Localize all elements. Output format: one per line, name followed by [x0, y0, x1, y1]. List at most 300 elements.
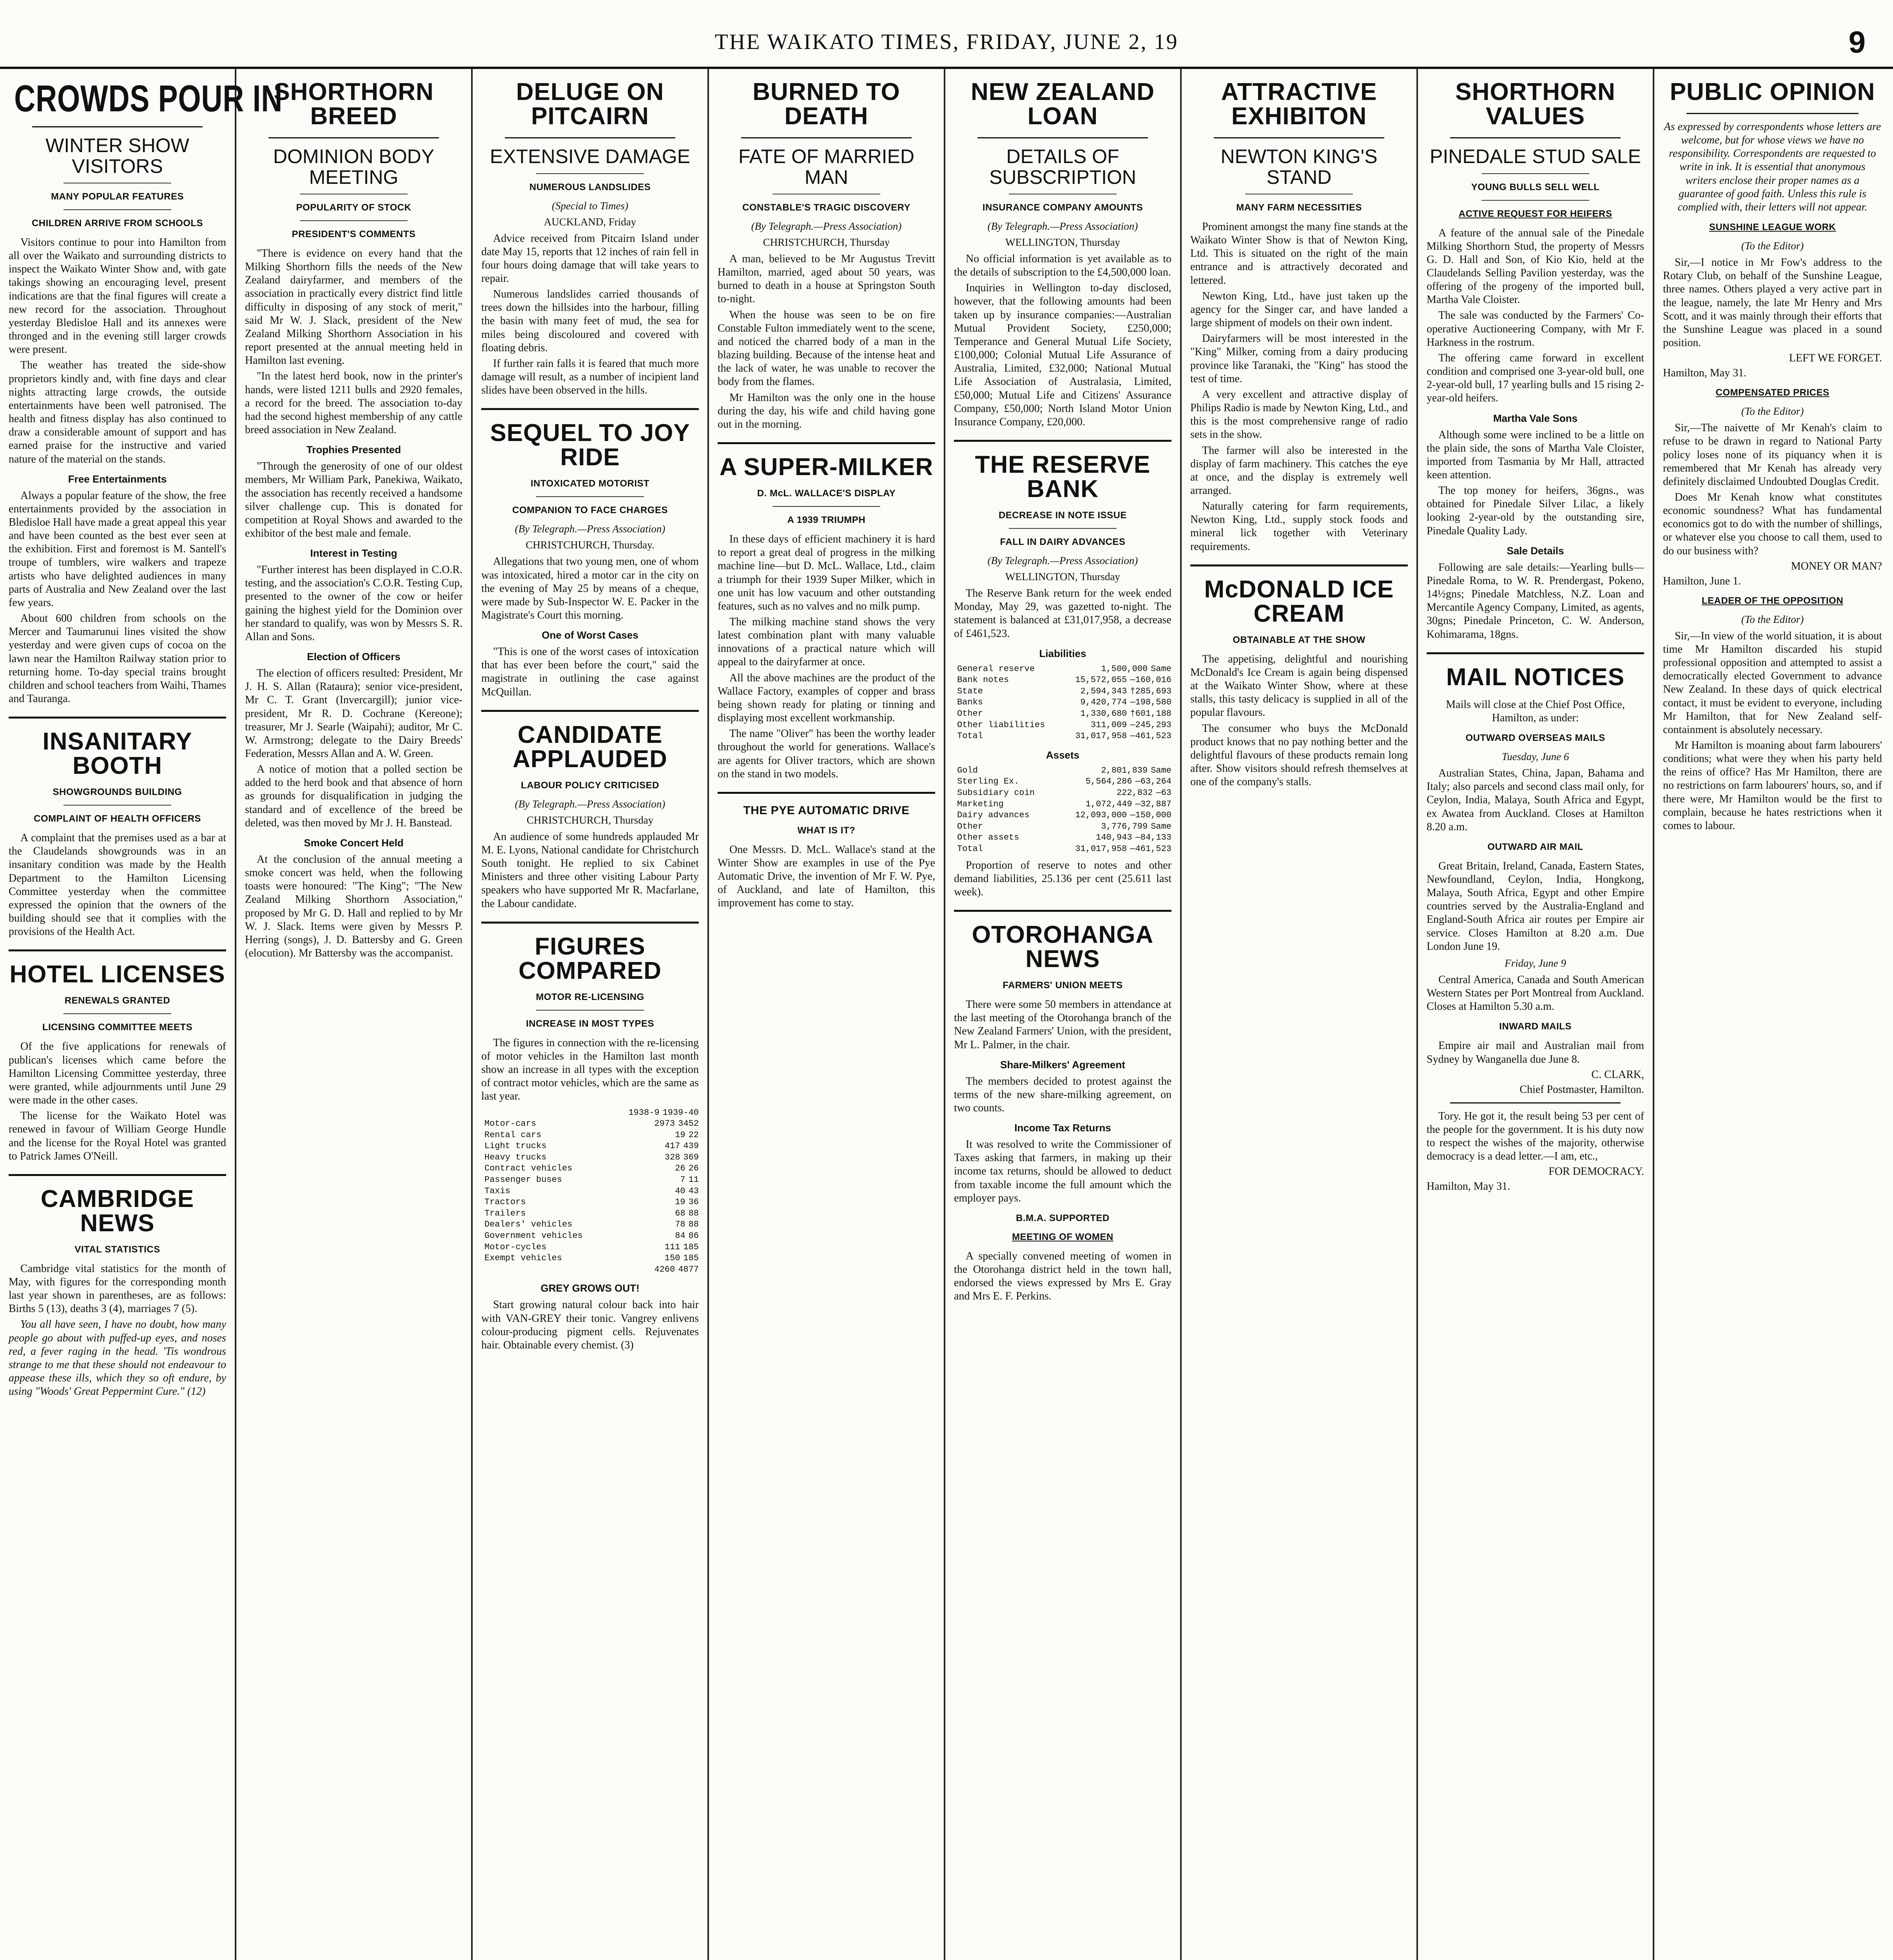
- divider: [536, 173, 644, 174]
- letter-paragraph: Mr Hamilton is moaning about farm labourers' conditions; what were they when his party held the reins of office? Has Mr Hamilton, there are no restrictions on farm labourers' hours, so, and if there were, Mr Hamilton would be the first to complain, because he hates restrictions when it comes to labour.: [1663, 739, 1882, 832]
- letter-heading: LEADER OF THE OPPOSITION: [1701, 595, 1844, 606]
- article-paragraph: An audience of some hundreds applauded Mr M. E. Lyons, National candidate for Christchurch South tonight. He replied to six Cabinet Ministers and three other visiting Labour Party speakers who have supported Mr R. Macfarlane, the Labour candidate.: [481, 830, 699, 910]
- article-paragraph: The name "Oliver" has been the worthy leader throughout the world for generations. Wallace's are agents for Oliver tractors, which are shown on the stand in two models.: [718, 728, 935, 780]
- article-paragraph: In these days of efficient machinery it is hard to report a great deal of progress in the milking machine line—but D. McL. Wallace, Ltd., claim a triumph for their 1939 Super Milker, which in one unit has low vacuum and other outstanding features, such as no valves and no milk pump.: [718, 533, 935, 612]
- table-cell: 2973: [654, 1119, 675, 1129]
- article-paragraph: A notice of motion that a polled section be added to the herd book and that absence of horn as grounds for disqualification in judging the standard and of excellence of the breed be deleted, was then moved by Mr J. H. Banstead.: [245, 763, 462, 829]
- article-mail-notices: [1427, 652, 1644, 1193]
- table-cell: 3,776,799: [1101, 821, 1148, 831]
- article-paragraph: Advice received from Pitcairn Island under date May 15, reports that 12 inches of rain fell in four hours doing damage that will take years to repair.: [481, 232, 699, 285]
- table-cell: 88: [688, 1208, 699, 1218]
- table-cell: —198,580: [1130, 697, 1171, 708]
- table-cell: 19: [675, 1130, 685, 1140]
- divider: [63, 805, 171, 806]
- deck: INCREASE IN MOST TYPES: [526, 1018, 655, 1029]
- headline-attractive-exhibiton: ATTRACTIVE EXHIBITON: [1221, 78, 1377, 130]
- table-cell: Exempt vehicles: [484, 1253, 562, 1263]
- divider: [741, 137, 912, 138]
- table-row: [954, 686, 1171, 697]
- table-row: [481, 1230, 699, 1242]
- column-8: [1654, 69, 1891, 1960]
- table-cell: 140,943: [1096, 833, 1132, 843]
- section-subheading: Martha Vale Sons: [1493, 412, 1578, 424]
- deck: INWARD MAILS: [1499, 1021, 1572, 1032]
- dateline-place: CHRISTCHURCH, Thursday: [763, 236, 890, 248]
- table-cell: [484, 1107, 625, 1119]
- letter-heading: COMPENSATED PRICES: [1715, 387, 1830, 398]
- divider: [1481, 200, 1589, 201]
- table-row: [954, 675, 1171, 686]
- table-cell: 31,017,958: [1075, 844, 1127, 854]
- table-row: [954, 765, 1171, 777]
- table-cell: [484, 1264, 651, 1276]
- section-subheading: Income Tax Returns: [1014, 1122, 1111, 1134]
- headline-new-zealand-loan: NEW ZEALAND LOAN: [970, 78, 1155, 130]
- deck: SHOWGROUNDS BUILDING: [53, 787, 182, 798]
- letter-place: Hamilton, June 1.: [1663, 575, 1741, 587]
- letter-place: Hamilton, May 31.: [1663, 367, 1747, 379]
- table-cell: —160,016: [1130, 675, 1171, 685]
- table-body: [481, 1118, 699, 1264]
- table-cell: 369: [683, 1152, 699, 1162]
- table-row: [954, 788, 1171, 799]
- section-subheading: Smoke Concert Held: [304, 837, 404, 849]
- article-paragraph: Allegations that two young men, one of whom was intoxicated, hired a motor car in the city on the evening of May 25 by means of a cheque, were made by Sub-Inspector W. E. Packer in the Magistrate's Court this morning.: [481, 555, 699, 621]
- article-paragraph: Visitors continue to pour into Hamilton from all over the Waikato and surrounding districts to inspect the Waikato Winter Show and, with gate takings showing an encouraging level, present indications are that the final figures will create a new record for the association. Throughout yesterday Bledisloe Hall and its annexes were thronged and in the evening still larger crowds were present.: [9, 236, 226, 356]
- article-paragraph: A complaint that the premises used as a bar at the Claudelands showgrounds was in an insanitary condition was made by the Health Department to the Hamilton Licensing Committee yesterday when the committee expressed the opinion that the owners of the building should see that it complies with the provisions of the Health Act.: [9, 832, 226, 938]
- table-cell: Other: [957, 709, 983, 719]
- subheadline: NEWTON KING'S STAND: [1220, 145, 1378, 188]
- column-5: [945, 69, 1182, 1960]
- assets-table: [954, 765, 1171, 855]
- table-row: [481, 1253, 699, 1264]
- subheadline: DETAILS OF SUBSCRIPTION: [989, 145, 1137, 188]
- table-cell: Rental cars: [484, 1130, 542, 1140]
- table-total-row: [954, 731, 1171, 742]
- table-row: [954, 697, 1171, 708]
- table-cell: 15,572,055: [1075, 675, 1127, 685]
- article-pye-automatic-drive: [718, 792, 935, 910]
- article-paragraph: One Messrs. D. McL. Wallace's stand at the Winter Show are examples in use of the Pye Automatic Drive, the invention of Mr F. W. Pye, of Auckland, and late of Hamilton, this improvement has come to stay.: [718, 843, 935, 909]
- letter-signature: LEFT WE FORGET.: [1789, 352, 1882, 365]
- section-subheading: One of Worst Cases: [542, 629, 638, 641]
- deck: VITAL STATISTICS: [74, 1244, 160, 1255]
- table-cell: 19: [675, 1197, 685, 1207]
- to-the-editor: (To the Editor): [1741, 405, 1804, 417]
- table-cell: 1939-40: [662, 1107, 699, 1118]
- article-paragraph: Dairyfarmers will be most interested in the "King" Milker, coming from a dairy producing province like Taranaki, the "King" has stood the test of time.: [1190, 332, 1408, 385]
- table-cell: 1,330,680: [1080, 709, 1127, 719]
- headline-burned-to-death: BURNED TO DEATH: [752, 78, 900, 130]
- to-the-editor: (To the Editor): [1741, 613, 1804, 625]
- table-cell: 26: [675, 1163, 685, 1174]
- section-subheading: Share-Milkers' Agreement: [1000, 1058, 1125, 1071]
- table-row: [481, 1130, 699, 1141]
- article-paragraph: Inquiries in Wellington to-day disclosed, however, that the following amounts had been taken up by insurance companies:—Australian Mutual Provident Society, £250,000; Temperance and General Mutual Life Society, £100,000; Colonial Mutual Life Assurance of Australia, Limited, £32,000; National Mutual Life Association of Australasia, Limited, £50,000; Mutual Life and Citizens' Assurance Company, £50,000; North Island Motor Union Insurance Company, £20,000.: [954, 282, 1171, 428]
- table-row: [481, 1197, 699, 1208]
- table-cell: Sterling Ex.: [957, 777, 1019, 787]
- table-cell: 86: [688, 1231, 699, 1241]
- table-row: [481, 1208, 699, 1220]
- table-cell: 2,594,343: [1080, 686, 1127, 696]
- table-cell: Motor-cars: [484, 1119, 537, 1129]
- column-3: [473, 69, 709, 1960]
- table-cell: 1,500,000: [1101, 664, 1148, 674]
- section-subheading: Free Entertainments: [68, 473, 167, 485]
- table-row: [481, 1163, 699, 1174]
- table-cell: 43: [688, 1186, 699, 1196]
- table-cell: †601,188: [1130, 709, 1171, 719]
- article-paragraph: A specially convened meeting of women in the Otorohanga district held in the town hall, endorsed the views expressed by Mrs E. Gray and Mrs E. F. Perkins.: [954, 1250, 1171, 1303]
- headline-deluge-on-pitcairn: DELUGE ON PITCAIRN: [516, 78, 664, 130]
- table-cell: Marketing: [957, 799, 1004, 809]
- signature: FOR DEMOCRACY.: [1548, 1165, 1644, 1178]
- table-row: [954, 821, 1171, 833]
- table-cell: Motor-cycles: [484, 1242, 547, 1252]
- article-paragraph: About 600 children from schools on the Mercer and Taumarunui lines visited the show yesterday and were given cups of cocoa on the lawn near the Hamilton Railway station prior to returning home. To-day special trains brought children and school teachers from Waihi, Thames and Tauranga.: [9, 612, 226, 705]
- table-body: [954, 664, 1171, 731]
- table-cell: Same: [1151, 821, 1171, 831]
- deck: NUMEROUS LANDSLIDES: [529, 181, 651, 192]
- table-row: [481, 1219, 699, 1230]
- article-hotel-licenses: [9, 949, 226, 1163]
- page-columns: [0, 69, 1893, 1960]
- table-cell: —461,523: [1130, 731, 1171, 741]
- table-cell: —63: [1156, 788, 1171, 798]
- article-paragraph: The milking machine stand shows the very latest combination plant with many valuable innovations of a practical nature which will appeal to the dairyfarmer at once.: [718, 615, 935, 668]
- dateline-source: (By Telegraph.—Press Association): [515, 798, 665, 810]
- table-cell: 111: [664, 1242, 680, 1252]
- article-figures-compared: [481, 922, 699, 1352]
- table-cell: 88: [688, 1220, 699, 1230]
- table-cell: Total: [957, 844, 983, 854]
- dateline-place: WELLINGTON, Thursday: [1005, 571, 1120, 583]
- table-cell: 7: [680, 1175, 685, 1185]
- headline: A SUPER-MILKER: [719, 454, 934, 481]
- table-row: [954, 720, 1171, 731]
- article-paragraph: "Through the generosity of one of our oldest members, Mr William Park, Panekiwa, Waikato, the association has recently received a handsome silver challenge cup. This is donated for competition at Royal Shows and awarded to the exhibitor of the best male and female.: [245, 460, 462, 539]
- table-row: [481, 1141, 699, 1152]
- table-cell: Dairy advances: [957, 810, 1030, 820]
- subheadline: DOMINION BODY MEETING: [273, 145, 435, 188]
- divider: [1450, 1102, 1621, 1103]
- table-cell: 84: [675, 1231, 685, 1241]
- dateline-place: CHRISTCHURCH, Thursday: [526, 814, 654, 826]
- article-paragraph: The top money for heifers, 36gns., was obtained for Pinedale Silver Lilac, a likely looking 2-year-old by the outstanding sire, Pinedale Quality Lady.: [1427, 485, 1644, 537]
- article-paragraph: A man, believed to be Mr Augustus Trevitt Hamilton, married, aged about 50 years, was burned to death in a house at Springston South to-night.: [718, 253, 935, 305]
- table-cell: 4877: [678, 1264, 699, 1274]
- table-cell: 5,564,286: [1085, 777, 1132, 787]
- letter-paragraph: Sir,—I notice in Mr Fow's address to the Rotary Club, on behalf of the Sunshine League, three names. Others played a very active part in the league, namely, the late Mr Henry and Mrs Scott, and it was mainly through their efforts that the Sunshine League was placed in a sound position.: [1663, 256, 1882, 349]
- article-paragraph: Great Britain, Ireland, Canada, Eastern States, Newfoundland, Ceylon, India, Hongkong, Malaya, South Africa, Egypt and other Empire countries served by the Australia-England and England-South Africa air routes per Empire air service. Closes Hamilton at 8.20 a.m. Due London June 19.: [1427, 860, 1644, 953]
- article-paragraph: The consumer who buys the McDonald product knows that no pay nothing better and the delightful flavours of these products remain long after. Show visitors should refresh themselves at one of the company's stalls.: [1190, 722, 1408, 788]
- table-cell: 12,093,000: [1075, 810, 1127, 820]
- article-paragraph: Proportion of reserve to notes and other demand liabilities, 25.136 per cent (25.611 last week).: [954, 859, 1171, 898]
- article-paragraph: Always a popular feature of the show, the free entertainments provided by the association in Bledisloe Hall have made a great appeal this year and have been counted as the best ever seen at the exhibition. First and foremost is M. Santell's troupe of tumblers, wire walkers and trapeze artists who have delighted audiences in many parts of Australia and New Zealand over the last few years.: [9, 489, 226, 609]
- article-paragraph: Newton King, Ltd., have just taken up the agency for the Singer car, and have landed a large shipment of models on their own indent.: [1190, 290, 1408, 329]
- advertisement-heading: GREY GROWS OUT!: [540, 1282, 640, 1294]
- deck: MEETING OF WOMEN: [1012, 1231, 1113, 1242]
- table-cell: 185: [683, 1242, 699, 1252]
- deck: ACTIVE REQUEST FOR HEIFERS: [1458, 208, 1612, 219]
- table-row: [481, 1186, 699, 1197]
- mail-date: Friday, June 9: [1505, 957, 1566, 969]
- to-the-editor: (To the Editor): [1741, 240, 1804, 252]
- table-cell: Tractors: [484, 1197, 526, 1207]
- article-paragraph: The members decided to protest against the terms of the new share-milking agreement, on two counts.: [954, 1075, 1171, 1114]
- table-row: [954, 810, 1171, 821]
- table-cell: Contract vehicles: [484, 1163, 573, 1174]
- dateline-source: (By Telegraph.—Press Association): [987, 555, 1138, 567]
- table-cell: Gold: [957, 765, 978, 775]
- divider: [977, 137, 1148, 138]
- article-reserve-bank: [954, 440, 1171, 899]
- signature-title: Chief Postmaster, Hamilton.: [1519, 1083, 1644, 1096]
- headline: INSANITARY BOOTH: [42, 728, 192, 780]
- dateline-source: (By Telegraph.—Press Association): [751, 220, 902, 232]
- deck: YOUNG BULLS SELL WELL: [1471, 181, 1600, 192]
- deck: MANY POPULAR FEATURES: [51, 191, 184, 202]
- table-cell: 22: [688, 1130, 699, 1140]
- divider: [505, 137, 675, 138]
- deck: WHAT IS IT?: [797, 825, 856, 836]
- table-cell: 439: [683, 1141, 699, 1151]
- article-paragraph: Australian States, China, Japan, Bahama and Italy; also parcels and second class mail only, for Ceylon, India, Malaya, South Africa and Egypt, ex Awatea from Auckland. Closes at Hamilton 8.20 a.m.: [1427, 767, 1644, 833]
- article-paragraph: "In the latest herd book, now in the printer's hands, were listed 1211 bulls and 2920 females, a record for the breed. The association to-day had the second highest membership of any cattle breed association in New Zealand.: [245, 370, 462, 436]
- liabilities-table: [954, 664, 1171, 742]
- table-row: [481, 1174, 699, 1186]
- article-sequel-to-joy-ride: [481, 408, 699, 699]
- deck: COMPLAINT OF HEALTH OFFICERS: [34, 813, 201, 824]
- table-cell: 11: [688, 1175, 699, 1185]
- section-subheading: Trophies Presented: [306, 444, 401, 456]
- article-paragraph: Although some were inclined to be a little on the plain side, the sons of Martha Vale Cloister, imported from Tasmania by Mr Hall, attracted keen attention.: [1427, 428, 1644, 481]
- article-cambridge-news: [9, 1174, 226, 1399]
- article-paragraph: The license for the Waikato Hotel was renewed in favour of William George Hundle and the license for the Royal Hotel was granted to Patrick James O'Neill.: [9, 1110, 226, 1162]
- divider: [1686, 113, 1859, 114]
- divider: [772, 506, 880, 507]
- headline: THE RESERVE BANK: [975, 451, 1151, 503]
- article-paragraph: The appetising, delightful and nourishing McDonald's Ice Cream is again being dispensed at the Waikato Winter Show, where at these stalls, this tasty delicacy is supplied in all of the popular flavours.: [1190, 653, 1408, 719]
- deck: D. McL. WALLACE'S DISPLAY: [757, 488, 896, 499]
- table-cell: Total: [957, 731, 983, 741]
- headline-crowds-pour-in: CROWDS POUR IN: [14, 78, 283, 120]
- subheadline: EXTENSIVE DAMAGE: [490, 145, 691, 167]
- headline: SEQUEL TO JOY RIDE: [490, 419, 690, 471]
- subheadline: FATE OF MARRIED MAN: [738, 145, 915, 188]
- table-cell: 311,009: [1090, 720, 1127, 730]
- article-paragraph: Empire air mail and Australian mail from Sydney by Wanganella due June 8.: [1427, 1040, 1644, 1065]
- table-cell: 417: [664, 1141, 680, 1151]
- deck: B.M.A. SUPPORTED: [1016, 1212, 1110, 1223]
- column-2: [236, 69, 473, 1960]
- table-cell: Same: [1151, 664, 1171, 674]
- headline-shorthorn-breed: SHORTHORN BREED: [274, 78, 434, 130]
- article-paragraph: If further rain falls it is feared that much more damage will result, as a number of incipient land slides have been observed in the hills.: [481, 357, 699, 397]
- letter-place: Hamilton, May 31.: [1427, 1180, 1510, 1193]
- deck: FARMERS' UNION MEETS: [1003, 980, 1123, 991]
- article-paragraph: "This is one of the worst cases of intoxication that has ever been before the court," said the magistrate in outlining the case against McQuillan.: [481, 646, 699, 698]
- table-cell: 1938-9: [628, 1107, 660, 1118]
- divider: [1481, 173, 1589, 174]
- article-mcdonald-ice-cream: [1190, 564, 1408, 789]
- table-cell: 150: [664, 1253, 680, 1263]
- table-cell: 3452: [678, 1119, 699, 1129]
- dateline-source: (By Telegraph.—Press Association): [515, 523, 665, 535]
- editorial-note: As expressed by correspondents whose letters are welcome, but for whose views we have no responsibility. Correspondents are requested to write in ink. It is essential that anonymous writers enclose their proper names as a guarantee of good faith. Unless this rule is complied with, their letters will not appear.: [1664, 121, 1881, 213]
- subheadline: WINTER SHOW VISITORS: [45, 134, 189, 177]
- table-row: [954, 708, 1171, 720]
- article-paragraph: The Reserve Bank return for the week ended Monday, May 29, was gazetted to-night. The statement is balanced at £31,017,958, a decrease of £461,523.: [954, 587, 1171, 640]
- divider: [536, 1010, 644, 1011]
- letter-paragraph: Does Mr Kenah know what constitutes economic soundness? What has fundamental economics got to do with the number of shillings, or whatever else you choose to call them, used to do our business with?: [1663, 491, 1882, 557]
- table-cell: 185: [683, 1253, 699, 1263]
- section-subheading: Interest in Testing: [310, 547, 397, 559]
- table-row: [954, 776, 1171, 788]
- article-paragraph: All the above machines are the product of the Wallace Factory, examples of copper and brass being shown ready for plating or tinning and displaying most excellent workmanship.: [718, 671, 935, 724]
- table-cell: Same: [1151, 765, 1171, 775]
- deck: CONSTABLE'S TRAGIC DISCOVERY: [742, 202, 911, 213]
- deck: INTOXICATED MOTORIST: [530, 478, 650, 489]
- article-paragraph: It was resolved to write the Commissioner of Taxes asking that farmers, in making up their income tax returns, should be allowed to deduct from taxable income the full amount which the employer pays.: [954, 1138, 1171, 1204]
- divider: [536, 496, 644, 497]
- article-paragraph: Mails will close at the Chief Post Office, Hamilton, as under:: [1446, 698, 1625, 724]
- table-cell: 68: [675, 1208, 685, 1218]
- page-number: 9: [1848, 25, 1866, 59]
- deck: LABOUR POLICY CRITICISED: [521, 780, 659, 791]
- table-cell: Dealers' vehicles: [484, 1220, 573, 1230]
- table-cell: 36: [688, 1197, 699, 1207]
- column-1: [0, 69, 283, 1960]
- table-cell: 9,420,774: [1080, 697, 1127, 708]
- article-paragraph: A very excellent and attractive display of Philips Radio is made by Newton King, Ltd., and this is the most comprehensive range of radio sets in the show.: [1190, 388, 1408, 441]
- article-paragraph: The farmer will also be interested in the display of farm machinery. This catches the eye at once, and the display is extremely well arranged.: [1190, 444, 1408, 497]
- section-subheading: Election of Officers: [307, 651, 401, 663]
- article-paragraph: The figures in connection with the re-licensing of motor vehicles in the Hamilton last month show an increase in all types with the exception of contract motor vehicles, which are the same as last year.: [481, 1036, 699, 1103]
- article-candidate-applauded: [481, 710, 699, 911]
- table-cell: †285,693: [1130, 686, 1171, 696]
- deck: OBTAINABLE AT THE SHOW: [1233, 634, 1365, 645]
- deck: INSURANCE COMPANY AMOUNTS: [982, 202, 1143, 213]
- table-cell: 4260: [654, 1264, 675, 1274]
- headline: CAMBRIDGE NEWS: [40, 1185, 194, 1237]
- table-row: [954, 832, 1171, 844]
- article-paragraph: No official information is yet available as to the details of subscription to the £4,500,000 loan.: [954, 253, 1171, 279]
- article-paragraph: At the conclusion of the annual meeting a smoke concert was held, when the following toasts were honoured: "The King"; "The New Zealand Milking Shorthorn Association," proposed by Mr G. D. Hall and replied to by Mr W. J. Slack. Items were given by Messrs P. Herring (songs), J. D. Battersby and G. Green (elocution). Mr Battersby was the accompanist.: [245, 853, 462, 960]
- article-paragraph: Cambridge vital statistics for the month of May, with figures for the corresponding month last year shown in parentheses, are as follows: Births 5 (13), deaths 3 (4), marriages 7 (5).: [9, 1262, 226, 1315]
- table-header: [481, 1107, 699, 1119]
- dateline-place: WELLINGTON, Thursday: [1005, 236, 1120, 248]
- table-cell: —84,133: [1135, 833, 1171, 843]
- article-paragraph: Tory. He got it, the result being 53 per cent of the people for the government. It is his duty now to respect the wishes of the majority, otherwise democracy is a dead letter.—I am, etc.,: [1427, 1110, 1644, 1163]
- column-6: [1182, 69, 1418, 1960]
- deck: MANY FARM NECESSITIES: [1236, 202, 1362, 213]
- table-cell: 40: [675, 1186, 685, 1196]
- article-paragraph: Of the five applications for renewals of publican's licenses which came before the Hamilton Licensing Committee yesterday, three were granted, while adjournments until June 29 were made in the other cases.: [9, 1040, 226, 1107]
- table-cell: 26: [688, 1163, 699, 1174]
- deck: A 1939 TRIUMPH: [787, 515, 866, 526]
- table-cell: Light trucks: [484, 1141, 547, 1151]
- table-total-row: [954, 844, 1171, 855]
- table-cell: 328: [664, 1152, 680, 1162]
- dateline-source: (Special to Times): [552, 200, 628, 212]
- newspaper-dateline: THE WAIKATO TIMES, FRIDAY, JUNE 2, 19: [714, 30, 1179, 54]
- column-4: [709, 69, 945, 1960]
- headline: MAIL NOTICES: [1446, 663, 1625, 691]
- table-row: [954, 664, 1171, 675]
- table-row: [954, 799, 1171, 810]
- article-otorohanga-news: [954, 910, 1171, 1303]
- headline: McDONALD ICE CREAM: [1204, 575, 1394, 627]
- deck: RENEWALS GRANTED: [64, 995, 170, 1006]
- table-cell: Bank notes: [957, 675, 1009, 685]
- table-cell: 31,017,958: [1075, 731, 1127, 741]
- masthead: [0, 0, 1893, 69]
- table-cell: Heavy trucks: [484, 1152, 547, 1162]
- dateline-source: (By Telegraph.—Press Association): [987, 220, 1138, 232]
- letter-paragraph: Sir,—The naivette of Mr Kenah's claim to refuse to be drawn in regard to National Party policy loses none of its piquancy when it is remembered that Mr Kenah has already very definitely disclaimed Undoubted Douglas Credit.: [1663, 422, 1882, 488]
- deck: CHILDREN ARRIVE FROM SCHOOLS: [31, 218, 203, 229]
- headline: CANDIDATE APPLAUDED: [513, 721, 667, 773]
- table-cell: Taxis: [484, 1186, 511, 1196]
- article-paragraph: Following are sale details:—Yearling bulls—Pinedale Roma, to W. R. Prendergast, Pokeno, 14½gns; Pinedale Matchless, N.Z. Loan and Mercantile Agency Company, Limited, as agents, 30gns; Pinedale Princeton, C. W. Anderson, Kohimarama, 18gns.: [1427, 561, 1644, 641]
- divider: [1009, 528, 1117, 529]
- table-cell: Banks: [957, 697, 983, 708]
- letter-heading: SUNSHINE LEAGUE WORK: [1709, 222, 1836, 233]
- column-7: [1418, 69, 1654, 1960]
- deck: LICENSING COMMITTEE MEETS: [42, 1022, 193, 1033]
- table-cell: 78: [675, 1220, 685, 1230]
- signature: C. CLARK,: [1591, 1068, 1644, 1081]
- deck: PRESIDENT'S COMMENTS: [292, 229, 416, 240]
- table-cell: State: [957, 686, 983, 696]
- article-paragraph: The election of officers resulted: President, Mr J. H. S. Allan (Rataura); senior vice-president, Mr C. T. Grant (Invercargill); junior vice-president, Mr R. D. Cochrane (Kereone); treasurer, Mr J. Searle (Waipahi); auditor, Mr C. W. Armstrong; delegate to the Dairy Breeds' Federation, Messrs Allan and A. W. Green.: [245, 667, 462, 760]
- table-cell: 222,832: [1116, 788, 1153, 798]
- letter-signature: MONEY OR MAN?: [1791, 560, 1882, 572]
- divider: [268, 137, 439, 138]
- divider: [1214, 137, 1384, 138]
- table-cell: General reserve: [957, 664, 1035, 674]
- dateline-place: AUCKLAND, Friday: [544, 216, 636, 228]
- deck: OUTWARD OVERSEAS MAILS: [1465, 733, 1605, 744]
- article-paragraph: A feature of the annual sale of the Pinedale Milking Shorthorn Stud, the property of Messrs G. D. Hall and Son, of Kio Kio, held at the Claudelands Selling Pavilion yesterday, was the offering of the progeny of the imported bull, Martha Vale Cloister.: [1427, 227, 1644, 306]
- article-paragraph: Prominent amongst the many fine stands at the Waikato Winter Show is that of Newton King, Ltd. This is situated on the right of the main entrance and is attractively decorated and lettered.: [1190, 221, 1408, 287]
- headline: FIGURES COMPARED: [518, 933, 662, 984]
- table-cell: —32,887: [1135, 799, 1171, 809]
- deck: FALL IN DAIRY ADVANCES: [1000, 537, 1126, 548]
- deck: POPULARITY OF STOCK: [296, 202, 412, 213]
- divider: [1450, 137, 1621, 138]
- table-row: [481, 1152, 699, 1163]
- headline-public-opinion: PUBLIC OPINION: [1670, 78, 1875, 105]
- table-cell: —63,264: [1135, 777, 1171, 787]
- dateline-place: CHRISTCHURCH, Thursday.: [526, 539, 655, 551]
- letter-paragraph: Sir,—In view of the world situation, it is about time Mr Hamilton discarded his stupid professional opposition and attempted to assist a democratically elected Government to advance New Zealand. In these days of quick electrical contact, it must be evident to everyone, including Mr Hamilton, that for New Zealand self-containment is absolutely necessary.: [1663, 630, 1882, 736]
- advertisement-verse: You all have seen, I have no doubt, how many people go about with puffed-up eyes, and noses red, a fever raging in the head. 'Tis wondrous strange to me that these should not endeavour to appease these ills, which they so oft endure, by using "Woods' Great Peppermint Cure." (12): [9, 1318, 226, 1398]
- article-paragraph: "Further interest has been displayed in C.O.R. testing, and the association's C.O.R. Testing Cup, presented to the owner of the cow or heifer gaining the highest yield for the Dominion over her standard to qualify, was won by Messrs S. R. Allan and Sons.: [245, 564, 462, 643]
- advertisement-text: Start growing natural colour back into hair with VAN-GREY their tonic. Vangrey enlivens colour-producing pigment cells. Rejuvenates hair. Obtainable every chemist. (3): [481, 1299, 699, 1351]
- headline: OTOROHANGA NEWS: [972, 921, 1154, 973]
- article-paragraph: When the house was seen to be on fire Constable Fulton immediately went to the scene, and noticed the charred body of a man in the blazing building. Because of the intense heat and the lack of water, he was unable to recover the body from the flames.: [718, 309, 935, 388]
- table-cell: —245,293: [1130, 720, 1171, 730]
- article-paragraph: There were some 50 members in attendance at the last meeting of the Otorohanga branch of the New Zealand Farmers' Union, with the president, Mr L. Palmer, in the chair.: [954, 998, 1171, 1051]
- table-total-row: [481, 1264, 699, 1276]
- table-cell: Other liabilities: [957, 720, 1045, 730]
- table-cell: Trailers: [484, 1208, 526, 1218]
- table-cell: Passenger buses: [484, 1175, 562, 1185]
- article-paragraph: Naturally catering for farm requirements, Newton King, Ltd., supply stock foods and mineral lick together with Veterinary requirements.: [1190, 500, 1408, 553]
- table-title: Liabilities: [1039, 647, 1086, 659]
